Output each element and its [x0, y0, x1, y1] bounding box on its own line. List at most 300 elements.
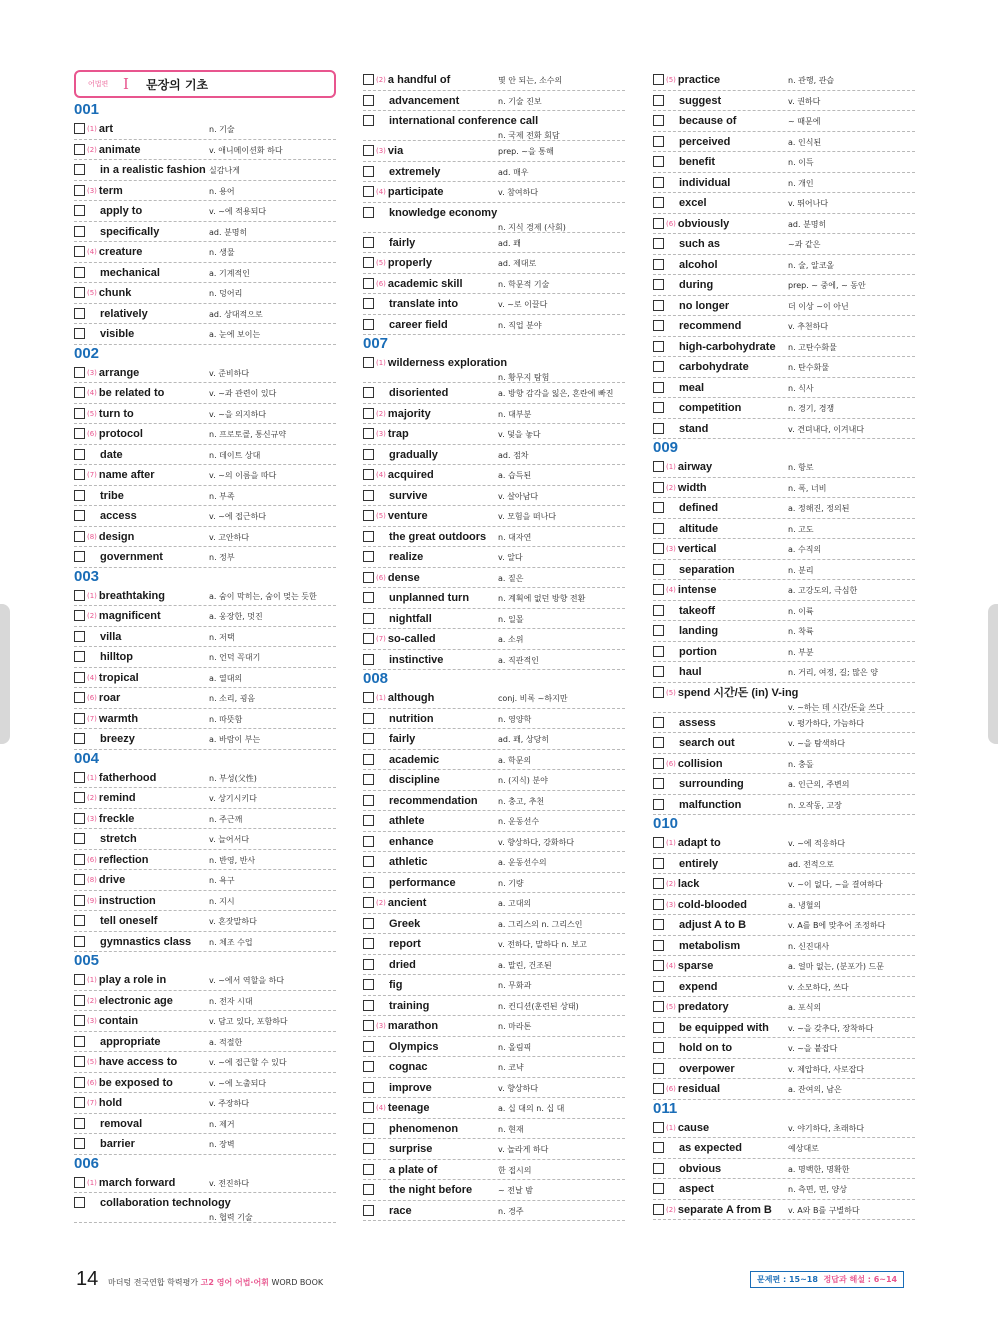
vocab-word: defined — [679, 502, 719, 514]
vocab-head — [653, 316, 788, 336]
checkbox[interactable] — [74, 833, 85, 844]
checkbox[interactable] — [74, 164, 85, 175]
vocab-head — [653, 255, 788, 275]
checkbox[interactable] — [74, 610, 85, 621]
vocab-row — [653, 1200, 915, 1221]
checkbox[interactable] — [74, 185, 85, 196]
vocab-head — [653, 977, 788, 997]
checkbox[interactable] — [74, 874, 85, 885]
vocab-row — [653, 833, 915, 854]
checkbox[interactable] — [74, 531, 85, 542]
vocab-head — [363, 588, 498, 608]
vocab-word: have access to — [98, 1056, 178, 1068]
checkbox[interactable] — [74, 226, 85, 237]
checkbox[interactable] — [653, 1204, 664, 1215]
vocab-row — [74, 668, 336, 689]
question-number: (1) — [666, 463, 676, 471]
vocab-head — [653, 1038, 788, 1058]
vocab-head — [653, 478, 788, 498]
checkbox[interactable] — [74, 1197, 85, 1208]
checkbox[interactable] — [653, 1122, 664, 1133]
vocab-row — [363, 162, 625, 183]
vocab-meaning: n. 협력 기술 — [209, 1213, 253, 1222]
vocab-head — [363, 1078, 498, 1098]
vocab-meaning: v. ~에 적응하다 — [788, 839, 846, 848]
vocab-head — [363, 1119, 498, 1139]
vocab-row — [653, 478, 915, 499]
checkbox[interactable] — [74, 631, 85, 642]
checkbox[interactable] — [74, 1177, 85, 1188]
checkbox[interactable] — [363, 815, 374, 826]
question-number: (3) — [666, 900, 676, 909]
checkbox[interactable] — [653, 361, 664, 372]
vocab-meaning: v. ~을 갖추다, 장착하다 — [788, 1023, 874, 1033]
checkbox[interactable] — [653, 858, 664, 869]
vocab-meaning: n. 프로토콜, 통신규약 — [209, 430, 287, 439]
vocab-row — [653, 874, 915, 895]
checkbox[interactable] — [653, 1042, 664, 1053]
checkbox[interactable] — [74, 510, 85, 521]
checkbox[interactable] — [363, 592, 374, 603]
checkbox[interactable] — [653, 1063, 664, 1074]
checkbox[interactable] — [74, 936, 85, 947]
checkbox[interactable] — [363, 836, 374, 847]
checkbox[interactable] — [653, 218, 664, 229]
checkbox[interactable] — [363, 897, 374, 908]
checkbox[interactable] — [653, 136, 664, 147]
vocab-head — [74, 1193, 329, 1222]
checkbox[interactable] — [363, 469, 374, 480]
vocab-head — [74, 1032, 209, 1052]
checkbox[interactable] — [74, 428, 85, 439]
checkbox[interactable] — [363, 774, 374, 785]
checkbox[interactable] — [363, 298, 374, 309]
checkbox[interactable] — [74, 551, 85, 562]
vocab-word: dense — [387, 571, 420, 584]
vocab-head — [653, 419, 788, 439]
checkbox[interactable] — [653, 259, 664, 270]
checkbox[interactable] — [653, 605, 664, 616]
word-column-1 — [74, 70, 336, 1223]
checkbox[interactable] — [363, 257, 374, 268]
checkbox[interactable] — [653, 156, 664, 167]
checkbox[interactable] — [653, 981, 664, 992]
checkbox[interactable] — [653, 402, 664, 413]
checkbox[interactable] — [363, 795, 374, 806]
vocab-head — [653, 601, 788, 621]
vocab-word: magnificent — [98, 610, 161, 622]
vocab-word: the great outdoors — [389, 530, 487, 543]
vocab-row — [74, 1134, 336, 1155]
checkbox[interactable] — [363, 319, 374, 330]
vocab-meaning: v. 제압하다, 사로잡다 — [788, 1064, 865, 1074]
vocab-row — [653, 378, 915, 399]
vocab-row — [363, 1160, 625, 1181]
checkbox[interactable] — [653, 940, 664, 951]
vocab-row — [74, 1073, 336, 1094]
vocab-word: as expected — [679, 1142, 742, 1154]
checkbox[interactable] — [363, 692, 374, 703]
checkbox[interactable] — [74, 713, 85, 724]
checkbox[interactable] — [653, 646, 664, 657]
vocab-word: race — [389, 1204, 412, 1217]
checkbox[interactable] — [653, 919, 664, 930]
vocab-word: art — [98, 123, 113, 135]
vocab-word: recommendation — [389, 794, 478, 807]
checkbox[interactable] — [363, 551, 374, 562]
vocab-meaning: n. 따뜻함 — [209, 714, 243, 724]
vocab-row — [653, 733, 915, 754]
checkbox[interactable] — [653, 523, 664, 534]
vocab-head — [363, 832, 498, 852]
vocab-row — [363, 996, 625, 1017]
vocab-head — [363, 1016, 498, 1036]
vocab-head — [363, 383, 498, 403]
vocab-word: during — [679, 279, 714, 291]
checkbox[interactable] — [363, 207, 374, 218]
checkbox[interactable] — [653, 482, 664, 493]
vocab-head — [653, 357, 788, 377]
checkbox[interactable] — [363, 115, 374, 126]
checkbox[interactable] — [74, 792, 85, 803]
vocab-meaning: ad. 분명히 — [209, 227, 248, 237]
checkbox[interactable] — [74, 469, 85, 480]
section-number: 011 — [653, 1099, 678, 1117]
checkbox[interactable] — [653, 1001, 664, 1012]
vocab-meaning: ad. 꽤, 상당히 — [498, 735, 550, 744]
checkbox[interactable] — [653, 320, 664, 331]
vocab-meaning: v. ~을 의지하다 — [209, 409, 267, 419]
checkbox[interactable] — [653, 1083, 664, 1094]
checkbox[interactable] — [653, 461, 664, 472]
checkbox[interactable] — [363, 979, 374, 990]
vocab-meaning: n. 제거 — [209, 1119, 235, 1129]
vocab-head — [74, 283, 209, 303]
checkbox[interactable] — [653, 95, 664, 106]
vocab-word: obvious — [679, 1162, 722, 1175]
checkbox[interactable] — [363, 1184, 374, 1195]
checkbox[interactable] — [363, 1082, 374, 1093]
vocab-row — [74, 263, 336, 284]
checkbox[interactable] — [74, 123, 85, 134]
checkbox[interactable] — [363, 572, 374, 583]
checkbox[interactable] — [363, 186, 374, 197]
vocab-head — [363, 424, 498, 444]
checkbox[interactable] — [363, 449, 374, 460]
vocab-word: landing — [679, 625, 719, 637]
checkbox[interactable] — [363, 357, 374, 368]
checkbox[interactable] — [363, 428, 374, 439]
checkbox[interactable] — [74, 974, 85, 985]
vocab-word: competition — [679, 402, 742, 414]
vocab-row — [363, 294, 625, 315]
vocab-row — [74, 709, 336, 730]
checkbox[interactable] — [74, 672, 85, 683]
vocab-row — [363, 486, 625, 507]
chapter-label: 어법편 — [88, 80, 109, 88]
vocab-word: haul — [679, 666, 702, 678]
vocab-word: be related to — [98, 387, 165, 399]
vocab-head — [363, 527, 498, 547]
vocab-row — [653, 1118, 915, 1139]
checkbox[interactable] — [363, 713, 374, 724]
checkbox[interactable] — [653, 564, 664, 575]
checkbox[interactable] — [74, 772, 85, 783]
checkbox[interactable] — [363, 856, 374, 867]
vocab-word: ancient — [387, 897, 427, 909]
vocab-meaning: a. 숨이 막히는, 숨이 멎는 듯한 — [209, 591, 317, 601]
checkbox[interactable] — [653, 584, 664, 595]
checkbox[interactable] — [653, 300, 664, 311]
checkbox[interactable] — [653, 1022, 664, 1033]
vocab-word: vertical — [677, 543, 717, 555]
vocab-word: apply to — [100, 205, 143, 217]
checkbox[interactable] — [363, 1020, 374, 1031]
vocab-head — [74, 1052, 209, 1072]
checkbox[interactable] — [74, 1118, 85, 1129]
checkbox[interactable] — [363, 95, 374, 106]
checkbox[interactable] — [74, 328, 85, 339]
checkbox[interactable] — [363, 531, 374, 542]
vocab-meaning: n. 주근깨 — [209, 814, 243, 824]
checkbox[interactable] — [653, 238, 664, 249]
vocab-meaning: 더 이상 ~이 아닌 — [788, 301, 849, 311]
checkbox[interactable] — [363, 1102, 374, 1113]
checkbox[interactable] — [653, 666, 664, 677]
checkbox[interactable] — [363, 1164, 374, 1175]
vocab-word: separation — [679, 563, 735, 576]
checkbox[interactable] — [74, 387, 85, 398]
checkbox[interactable] — [653, 1142, 664, 1153]
vocab-row — [74, 465, 336, 486]
checkbox[interactable] — [653, 74, 664, 85]
vocab-word: removal — [100, 1117, 143, 1130]
checkbox[interactable] — [653, 737, 664, 748]
checkbox[interactable] — [363, 754, 374, 765]
vocab-row — [363, 1098, 625, 1119]
checkbox[interactable] — [653, 1163, 664, 1174]
vocab-head — [363, 975, 498, 995]
vocab-word: the night before — [389, 1184, 473, 1196]
checkbox[interactable] — [363, 918, 374, 929]
checkbox[interactable] — [653, 837, 664, 848]
checkbox[interactable] — [74, 205, 85, 216]
vocab-head — [363, 315, 498, 335]
question-number: (2) — [87, 145, 97, 154]
vocab-head — [363, 609, 498, 629]
vocab-meaning: a. 고강도의, 극심한 — [788, 586, 858, 595]
vocab-meaning: v. 야기하다, 초래하다 — [788, 1123, 865, 1133]
checkbox[interactable] — [653, 799, 664, 810]
checkbox[interactable] — [653, 177, 664, 188]
vocab-row — [74, 991, 336, 1012]
checkbox[interactable] — [74, 267, 85, 278]
checkbox[interactable] — [74, 854, 85, 865]
question-number: (2) — [87, 794, 97, 802]
checkbox[interactable] — [363, 613, 374, 624]
checkbox[interactable] — [653, 382, 664, 393]
checkbox[interactable] — [74, 490, 85, 501]
vocab-word: realize — [389, 551, 424, 563]
vocab-row — [74, 911, 336, 932]
vocab-row — [653, 683, 915, 713]
checkbox[interactable] — [653, 197, 664, 208]
vocab-word: drive — [98, 874, 126, 886]
vocab-meaning: v. 놀라게 하다 — [498, 1145, 549, 1154]
vocab-row — [363, 91, 625, 112]
checkbox[interactable] — [74, 246, 85, 257]
checkbox[interactable] — [74, 692, 85, 703]
checkbox[interactable] — [74, 1015, 85, 1026]
vocab-meaning: a. 포식의 — [788, 1003, 822, 1012]
question-number: (3) — [87, 814, 97, 823]
vocab-row — [74, 809, 336, 830]
vocab-meaning: v. 덫을 놓다 — [498, 430, 541, 439]
checkbox[interactable] — [363, 959, 374, 970]
vocab-row — [74, 160, 336, 181]
checkbox[interactable] — [74, 590, 85, 601]
checkbox[interactable] — [74, 651, 85, 662]
checkbox[interactable] — [363, 938, 374, 949]
vocab-row — [363, 893, 625, 914]
vocab-row — [74, 547, 336, 568]
checkbox[interactable] — [653, 625, 664, 636]
word-column-3 — [653, 70, 915, 1220]
checkbox[interactable] — [653, 502, 664, 513]
checkbox[interactable] — [74, 813, 85, 824]
checkbox[interactable] — [363, 877, 374, 888]
book-title-highlight: 고2 영어 어법·어휘 — [200, 1278, 269, 1287]
checkbox[interactable] — [653, 899, 664, 910]
checkbox[interactable] — [363, 237, 374, 248]
checkbox[interactable] — [653, 423, 664, 434]
checkbox[interactable] — [363, 1061, 374, 1072]
vocab-meaning: v. 애니메이션화 하다 — [209, 145, 283, 155]
checkbox[interactable] — [74, 1097, 85, 1108]
vocab-word: meal — [679, 381, 705, 394]
vocab-head — [653, 936, 788, 956]
checkbox[interactable] — [363, 1041, 374, 1052]
checkbox[interactable] — [363, 733, 374, 744]
checkbox[interactable] — [653, 758, 664, 769]
vocab-row — [74, 181, 336, 202]
checkbox[interactable] — [363, 510, 374, 521]
checkbox[interactable] — [653, 717, 664, 728]
question-number: (4) — [376, 1104, 386, 1112]
checkbox[interactable] — [363, 387, 374, 398]
checkbox[interactable] — [74, 915, 85, 926]
vocab-meaning: v. 전진하다 — [209, 1178, 250, 1188]
checkbox[interactable] — [74, 144, 85, 155]
checkbox[interactable] — [653, 341, 664, 352]
checkbox[interactable] — [363, 1143, 374, 1154]
vocab-meaning: v. ~을 탐색하다 — [788, 739, 846, 748]
checkbox[interactable] — [74, 1077, 85, 1088]
vocab-head — [74, 527, 209, 547]
vocab-word: remind — [98, 792, 136, 804]
checkbox[interactable] — [74, 733, 85, 744]
vocab-head — [363, 996, 498, 1016]
vocab-word: high-carbohydrate — [679, 340, 776, 353]
checkbox[interactable] — [74, 1056, 85, 1067]
vocab-meaning: n. 데이트 상대 — [209, 450, 261, 460]
vocab-word: carbohydrate — [679, 361, 749, 373]
vocab-word: arrange — [98, 366, 140, 379]
checkbox[interactable] — [653, 279, 664, 290]
checkbox[interactable] — [653, 778, 664, 789]
checkbox[interactable] — [363, 166, 374, 177]
vocab-row — [363, 527, 625, 548]
checkbox[interactable] — [363, 633, 374, 644]
checkbox[interactable] — [363, 1205, 374, 1216]
vocab-word: practice — [677, 74, 721, 86]
vocab-head — [363, 955, 498, 975]
vocab-meaning: a. 바람이 부는 — [209, 735, 261, 744]
vocab-meaning: n. 이득 — [788, 158, 814, 167]
checkbox[interactable] — [363, 408, 374, 419]
checkbox[interactable] — [363, 145, 374, 156]
vocab-head — [653, 519, 788, 539]
vocab-meaning: v. ~의 이름을 따다 — [209, 471, 277, 480]
vocab-meaning: n. 기술 진보 — [498, 96, 542, 106]
vocab-word: residual — [677, 1083, 721, 1095]
vocab-head — [653, 132, 788, 152]
vocab-word: disoriented — [389, 387, 449, 399]
vocab-word: appropriate — [100, 1035, 161, 1048]
checkbox[interactable] — [653, 543, 664, 554]
checkbox[interactable] — [653, 878, 664, 889]
checkbox[interactable] — [363, 74, 374, 85]
vocab-head — [74, 304, 209, 324]
vocab-head — [74, 647, 209, 667]
checkbox[interactable] — [653, 115, 664, 126]
checkbox[interactable] — [363, 1000, 374, 1011]
checkbox[interactable] — [653, 687, 664, 698]
checkbox[interactable] — [363, 1123, 374, 1134]
vocab-word: dried — [389, 958, 416, 971]
vocab-row — [363, 253, 625, 274]
vocab-word: date — [100, 448, 123, 461]
question-number: (3) — [376, 147, 386, 155]
checkbox[interactable] — [74, 895, 85, 906]
question-number: (6) — [87, 1078, 97, 1087]
checkbox[interactable] — [653, 960, 664, 971]
checkbox[interactable] — [363, 490, 374, 501]
checkbox[interactable] — [74, 287, 85, 298]
vocab-meaning: 실감나게 — [209, 166, 240, 175]
checkbox[interactable] — [74, 367, 85, 378]
checkbox[interactable] — [653, 1183, 664, 1194]
checkbox[interactable] — [74, 408, 85, 419]
vocab-word: name after — [98, 469, 155, 481]
checkbox[interactable] — [74, 1036, 85, 1047]
vocab-meaning: a. 짙은 — [498, 573, 524, 583]
vocab-row — [363, 353, 625, 383]
vocab-word: trap — [387, 428, 409, 440]
checkbox[interactable] — [74, 308, 85, 319]
vocab-head — [363, 182, 498, 202]
checkbox[interactable] — [363, 654, 374, 665]
vocab-head — [363, 547, 498, 567]
vocab-word: protocol — [98, 428, 143, 440]
vocab-meaning: a. 열대의 — [209, 673, 243, 683]
vocab-row — [653, 621, 915, 642]
vocab-meaning: n. 일몰 — [498, 614, 524, 624]
checkbox[interactable] — [74, 1138, 85, 1149]
checkbox[interactable] — [74, 449, 85, 460]
checkbox[interactable] — [74, 995, 85, 1006]
checkbox[interactable] — [363, 278, 374, 289]
